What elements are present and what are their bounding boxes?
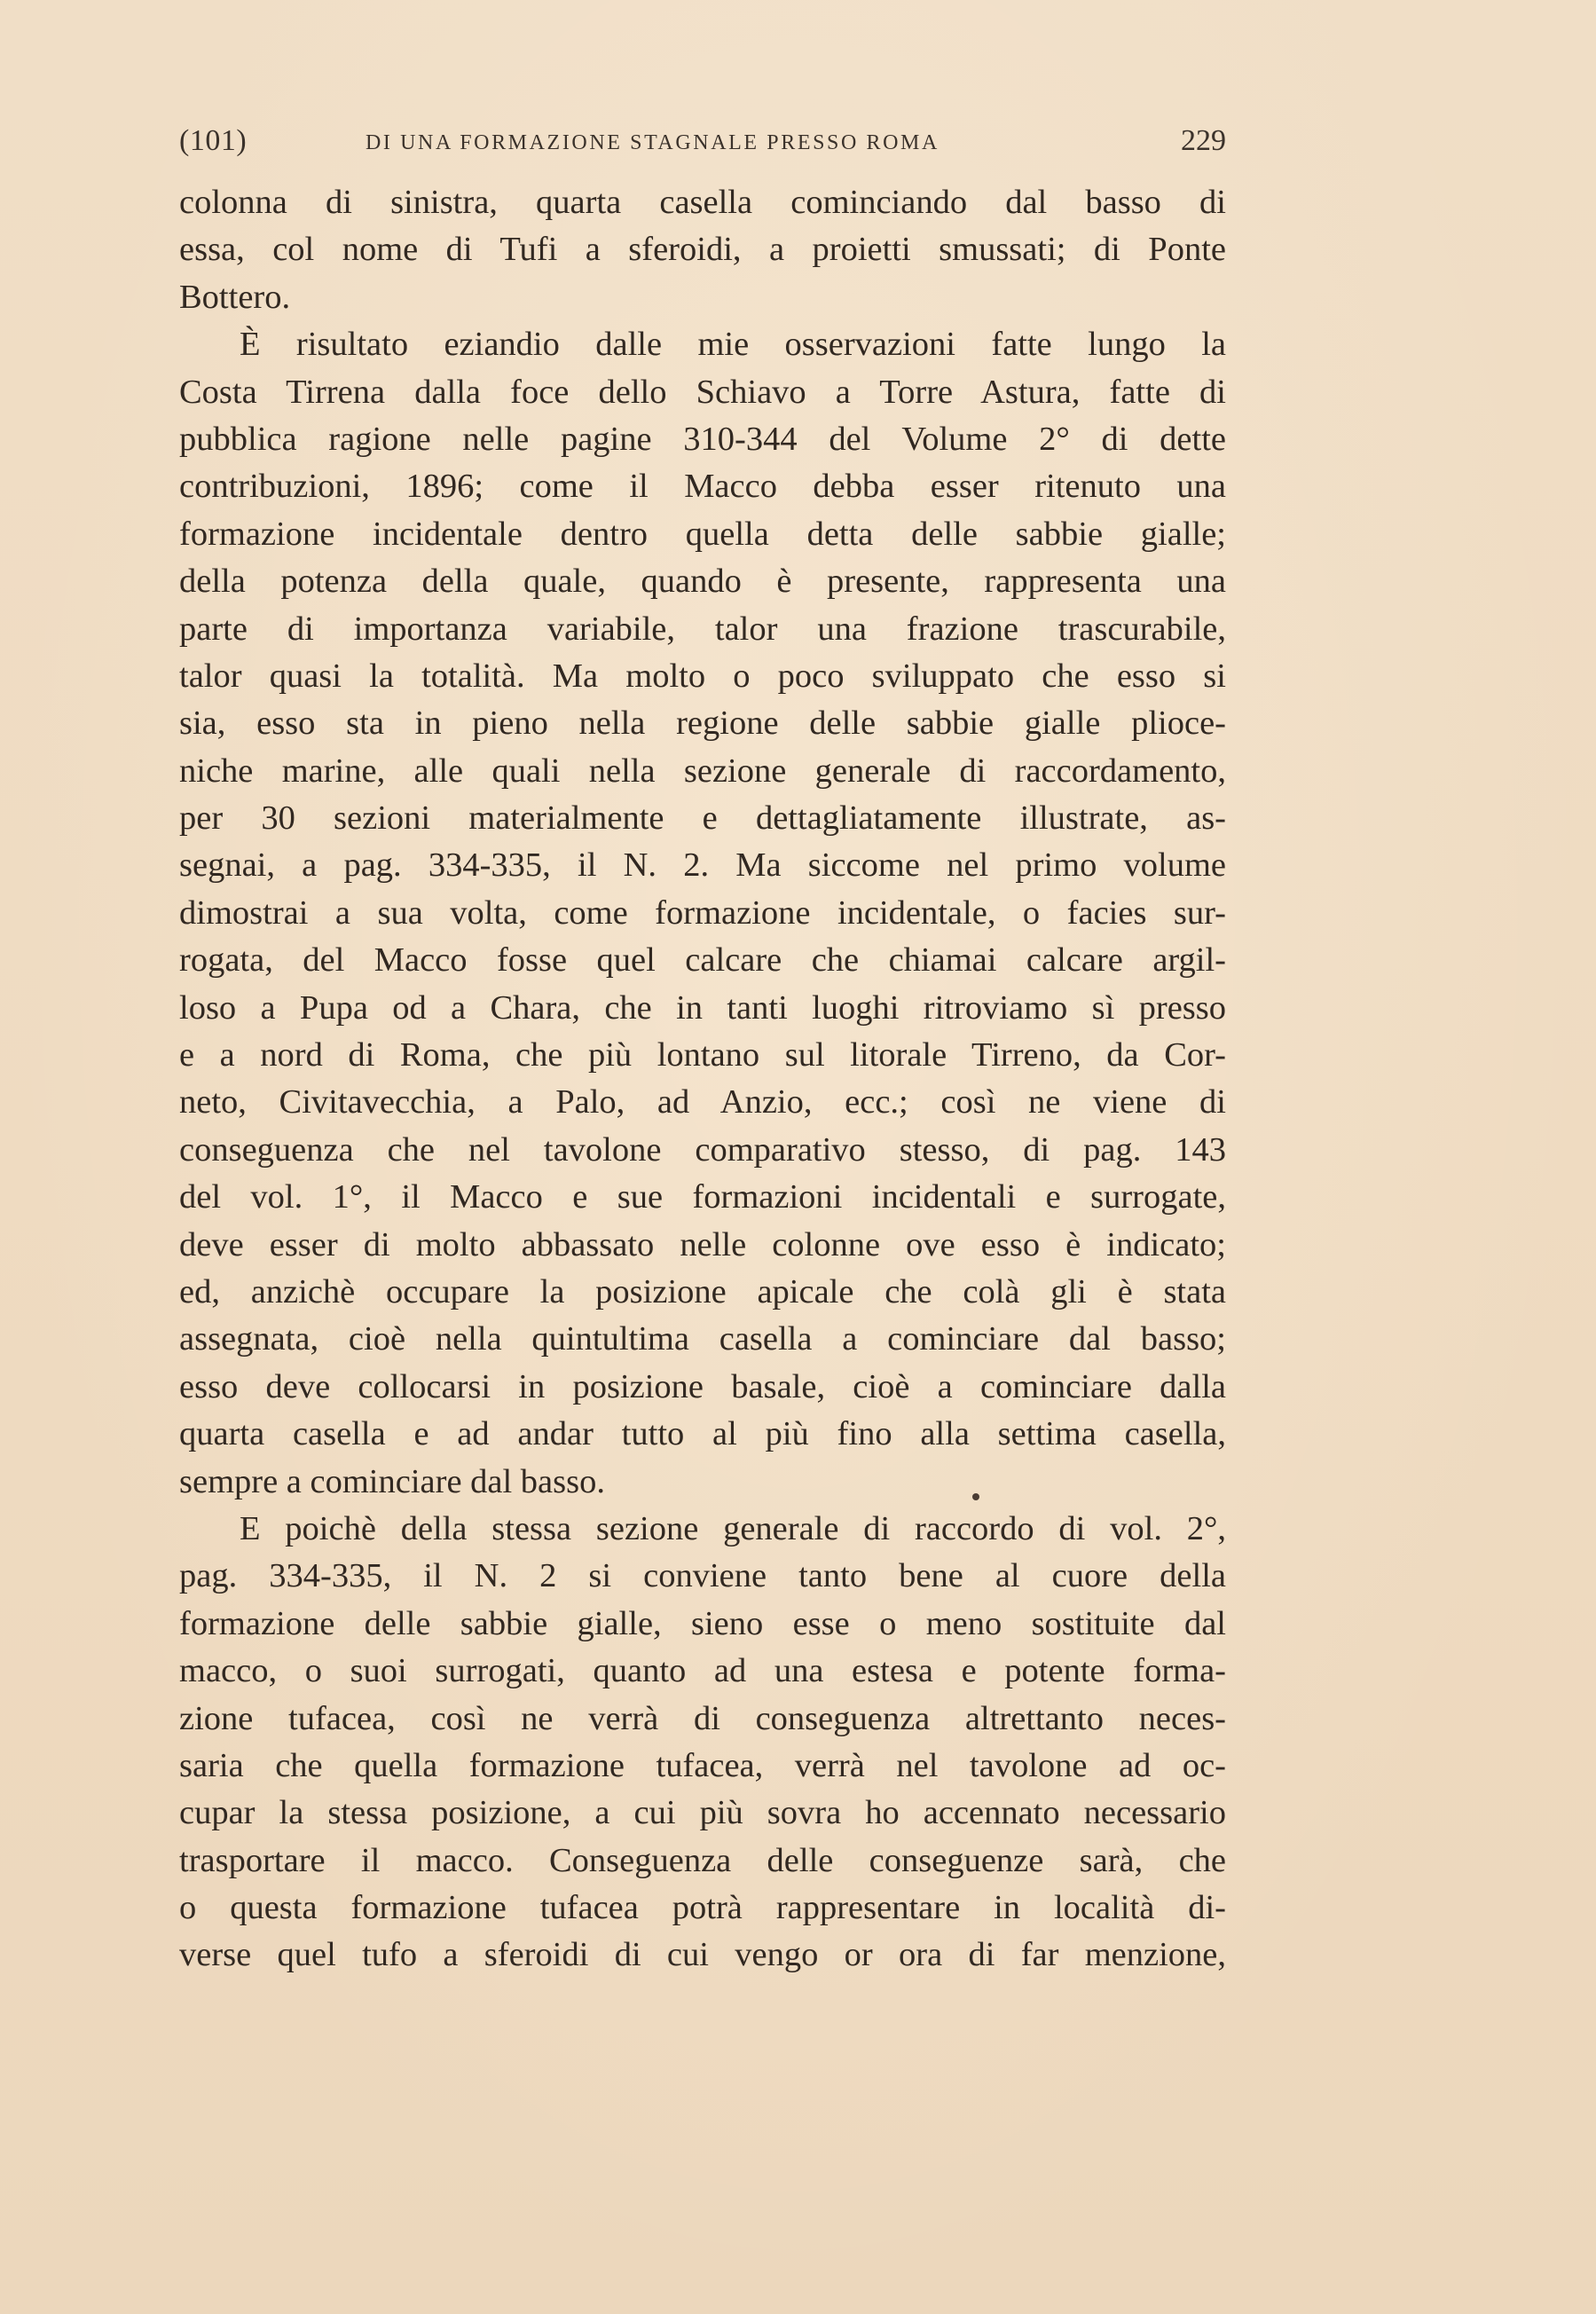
running-header [179, 124, 1226, 163]
text-line: macco, o suoi surrogati, quanto ad una estesa e potente forma- [179, 1652, 1226, 1690]
text-line: quarta casella e ad andar tutto al più fino alla settima casella, [179, 1415, 1226, 1453]
text-line: sempre a cominciare dal basso. [179, 1462, 605, 1500]
text-line: talor quasi la totalità. Ma molto o poco sviluppato che esso si [179, 657, 1226, 695]
text-line: ed, anzichè occupare la posizione apicale che colà gli è stata [179, 1272, 1226, 1310]
text-line: segnai, a pag. 334-335, il N. 2. Ma siccome nel primo volume [179, 846, 1226, 885]
body-text [179, 179, 1226, 1979]
text-line: neto, Civitavecchia, a Palo, ad Anzio, ecc.; così ne viene di [179, 1083, 1226, 1122]
text-line: colonna di sinistra, quarta casella cominciando dal basso di [179, 184, 1226, 221]
text-line: formazione incidentale dentro quella detta delle sabbie gialle; [179, 515, 1226, 553]
text-line: rogata, del Macco fosse quel calcare che chiamai calcare argil- [179, 941, 1226, 980]
text-line: esso deve collocarsi in posizione basale, cioè a cominciare dalla [179, 1367, 1226, 1405]
text-line: cupar la stessa posizione, a cui più sovra ho accennato necessario [179, 1794, 1226, 1832]
text-line: E poichè della stessa sezione generale di raccordo di vol. 2°, [240, 1509, 1226, 1547]
text-line: del vol. 1°, il Macco e sue formazioni incidentali e surrogate, [179, 1178, 1226, 1216]
text-line: assegnata, cioè nella quintultima casella a cominciare dal basso; [179, 1320, 1226, 1358]
text-line: loso a Pupa od a Chara, che in tanti luoghi ritroviamo sì presso [179, 988, 1226, 1027]
text-line: contribuzioni, 1896; come il Macco debba esser ritenuto una [179, 468, 1226, 506]
text-line: parte di importanza variabile, talor una frazione trascurabile, [179, 610, 1226, 648]
text-line: trasportare il macco. Conseguenza delle conseguenze sarà, che [179, 1841, 1226, 1879]
text-line: e a nord di Roma, che più lontano sul litorale Tirreno, da Cor- [179, 1036, 1226, 1074]
page-number-left: (101) [179, 124, 248, 157]
text-line: saria che quella formazione tufacea, verrà nel tavolone ad oc- [179, 1746, 1226, 1784]
text-line: deve esser di molto abbassato nelle colonne ove esso è indicato; [179, 1225, 1226, 1263]
text-line: verse quel tufo a sferoidi di cui vengo or ora di far menzione, [179, 1936, 1226, 1974]
text-line: della potenza della quale, quando è presente, rappresenta una [179, 563, 1226, 601]
text-line: pubblica ragione nelle pagine 310-344 del Volume 2° di dette [179, 420, 1226, 458]
text-line: pag. 334-335, il N. 2 si conviene tanto bene al cuore della [179, 1557, 1226, 1595]
text-line: zione tufacea, così ne verrà di conseguenza altrettanto neces- [179, 1699, 1226, 1737]
text-line: essa, col nome di Tufi a sferoidi, a proietti smussati; di Ponte [179, 231, 1226, 269]
text-line: niche marine, alle quali nella sezione generale di raccordamento, [179, 752, 1226, 790]
text-line: conseguenza che nel tavolone comparativo stesso, di pag. 143 [179, 1130, 1226, 1169]
text-line: per 30 sezioni materialmente e dettagliatamente illustrate, as- [179, 799, 1226, 838]
text-line: o questa formazione tufacea potrà rappresentare in località di- [179, 1889, 1226, 1927]
page-number-right: 229 [1181, 124, 1226, 157]
text-line: Bottero. [179, 278, 291, 316]
text-line: sia, esso sta in pieno nella regione delle sabbie gialle plioce- [179, 704, 1226, 743]
text-line: È risultato eziandio dalle mie osservazioni fatte lungo la [240, 326, 1226, 364]
text-line: dimostrai a sua volta, come formazione incidentale, o facies sur- [179, 893, 1226, 932]
text-line: Costa Tirrena dalla foce dello Schiavo a Torre Astura, fatte di [179, 373, 1226, 411]
text-line: formazione delle sabbie gialle, sieno esse o meno sostituite dal [179, 1604, 1226, 1642]
ink-speck [972, 1493, 979, 1500]
running-title: DI UNA FORMAZIONE STAGNALE PRESSO ROMA [366, 131, 940, 154]
